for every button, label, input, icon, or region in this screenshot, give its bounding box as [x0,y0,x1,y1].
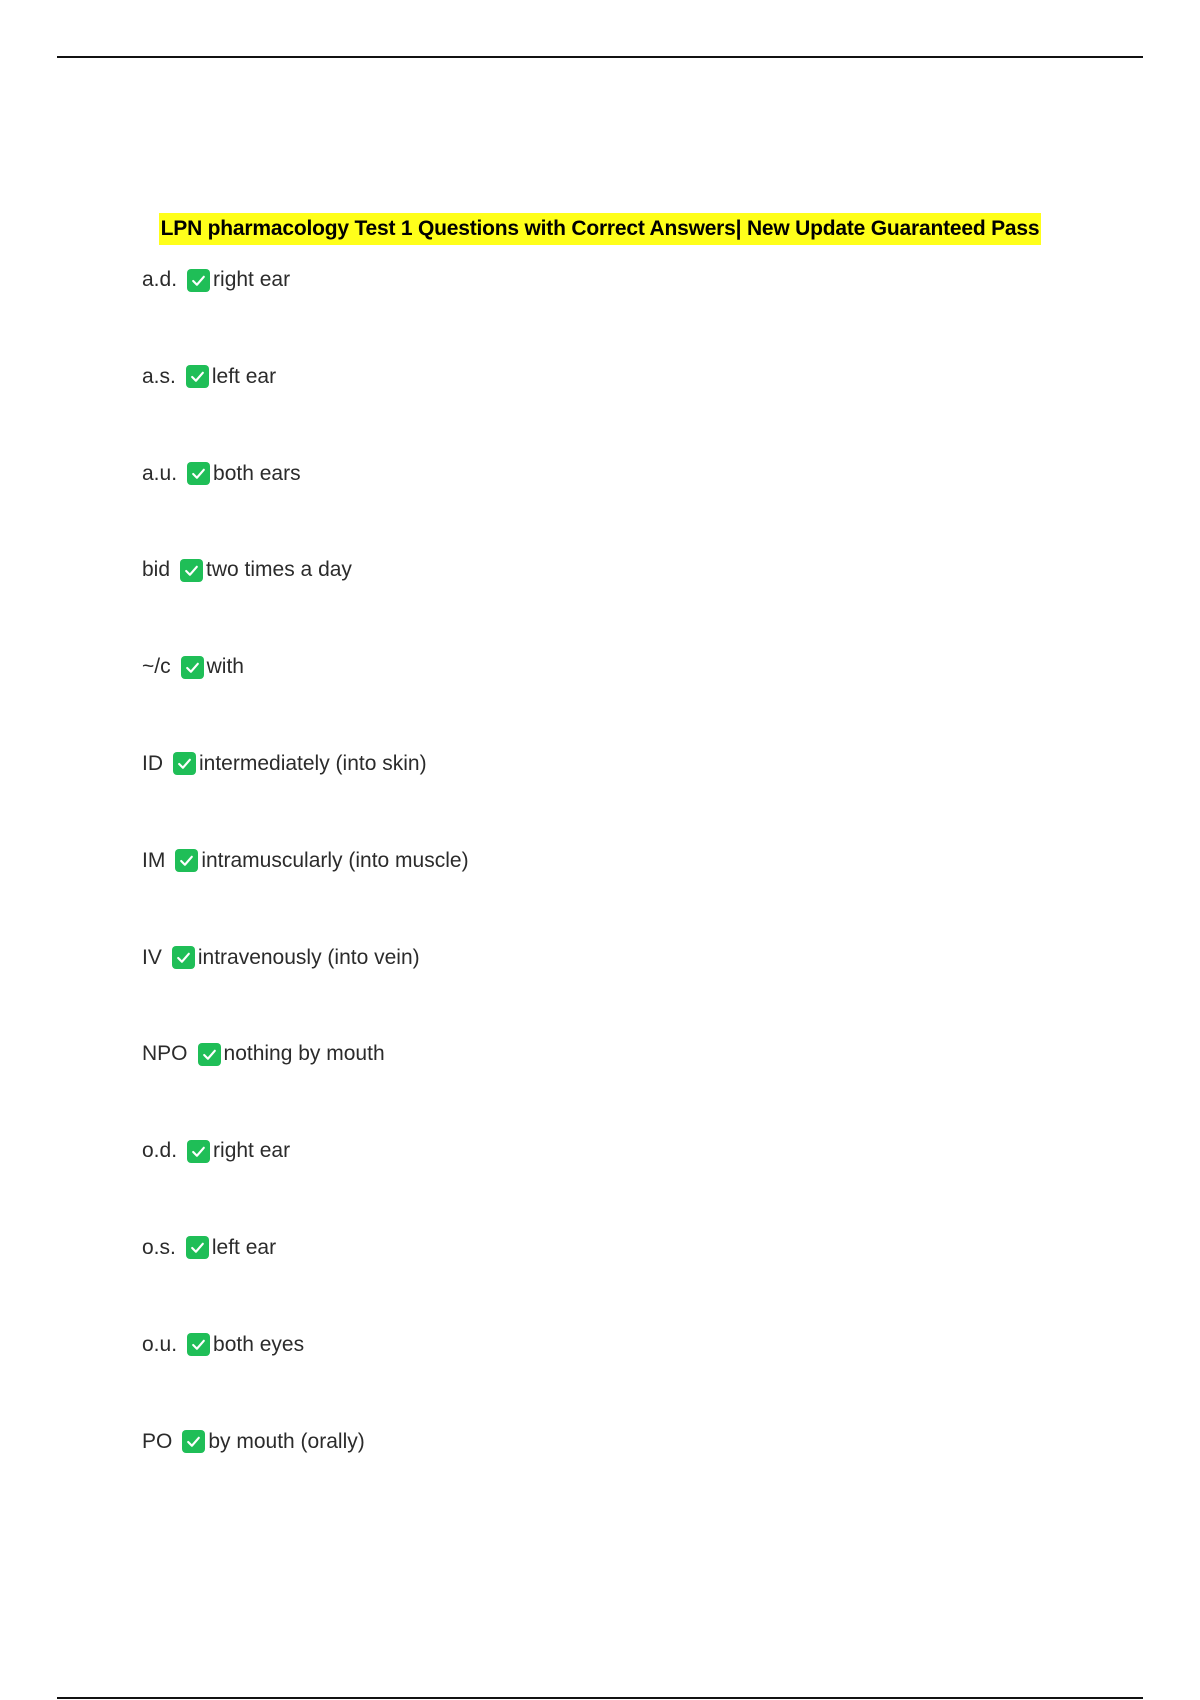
list-item [142,455,469,552]
answer: two times a day [206,558,352,582]
term: IM [142,848,166,872]
answer: intermediately (into skin) [199,751,427,775]
answer: left ear [211,1235,277,1259]
check-mark-icon [173,752,196,775]
list-item [142,1229,469,1326]
term: o.s. [142,1235,176,1259]
answer: left ear [211,364,277,388]
term: bid [142,558,171,582]
check-mark-icon [180,559,203,582]
list-item [142,1035,469,1132]
term: ~/c [142,655,171,679]
term: o.d. [142,1139,178,1163]
term: ID [142,751,163,775]
term: NPO [142,1042,188,1066]
term: o.u. [142,1332,178,1356]
answer: by mouth (orally) [208,1429,365,1453]
check-mark-icon [181,656,204,679]
bottom-rule [57,1697,1143,1699]
check-mark-icon [182,1430,205,1453]
answer: right ear [213,1139,291,1163]
list-item [142,261,469,358]
list-item [142,358,469,455]
term: a.s. [142,364,176,388]
list-item [142,745,469,842]
term: PO [142,1429,173,1453]
list-item [142,648,469,745]
list-item [142,939,469,1036]
list-item [142,842,469,939]
list-item [142,1132,469,1229]
term: IV [142,945,162,969]
check-mark-icon [187,269,210,292]
answer: with [206,655,244,679]
title-container [0,213,1200,245]
term: a.d. [142,268,178,291]
list-item [142,1326,469,1423]
qa-list [142,261,469,1519]
answer: right ear [213,268,291,291]
answer: intravenously (into vein) [197,945,420,969]
answer: both ears [213,461,301,485]
list-item [142,1423,469,1520]
check-mark-icon [187,1140,210,1163]
check-mark-icon [187,462,210,485]
top-rule [57,56,1143,58]
check-mark-icon [172,946,195,969]
answer: both eyes [213,1332,305,1356]
check-mark-icon [186,365,209,388]
check-mark-icon [186,1236,209,1259]
term: a.u. [142,461,178,485]
check-mark-icon [175,849,198,872]
document-title: LPN pharmacology Test 1 Questions with Correct Answers| New Update Guaranteed Pass [159,213,1042,245]
check-mark-icon [187,1333,210,1356]
answer: intramuscularly (into muscle) [201,848,469,872]
check-mark-icon [198,1043,221,1066]
answer: nothing by mouth [223,1042,385,1066]
list-item [142,551,469,648]
